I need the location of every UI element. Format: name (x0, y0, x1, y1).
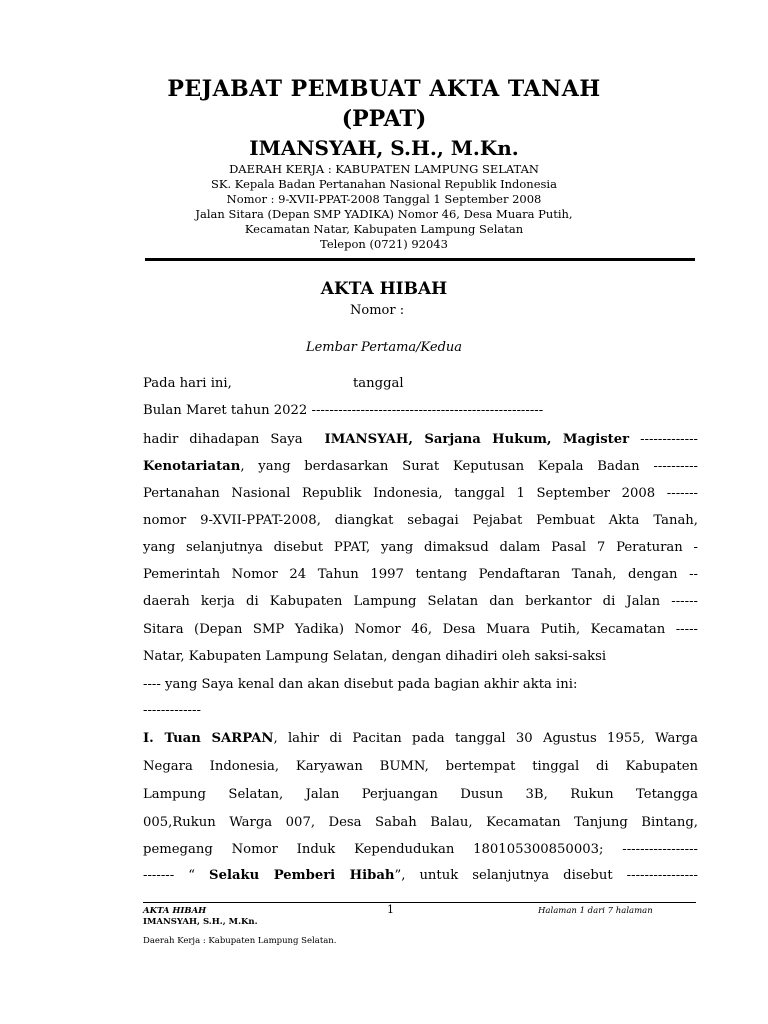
body-text: tanggal (353, 376, 404, 391)
body-text: ”, untuk selanjutnya disebut ---------------- (394, 868, 698, 883)
body-line: nomor 9-XVII-PPAT-2008, diangkat sebagai Pejabat Pembuat Akta Tanah, (143, 513, 698, 528)
body-text: Pada hari ini, (143, 376, 232, 391)
body-text: ------------- (629, 432, 698, 447)
decree-line: SK. Kepala Badan Pertanahan Nasional Republik Indonesia (211, 177, 557, 191)
body-line: Sitara (Depan SMP Yadika) Nomor 46, Desa Muara Putih, Kecamatan ----- (143, 622, 698, 637)
party-role: Selaku Pemberi Hibah (209, 868, 395, 883)
body-line: Bulan Maret tahun 2022 ---------------------------------------------------- (143, 403, 544, 418)
body-text: hadir dihadapan Saya (143, 432, 325, 447)
body-text: , yang berdasarkan Surat Keputusan Kepala Badan ---------- (240, 459, 698, 474)
body-bold: Kenotariatan (143, 459, 241, 474)
party-line: Lampung Selatan, Jalan Perjuangan Dusun 3B, Rukun Tetangga (143, 787, 698, 802)
deed-title: AKTA HIBAH (320, 279, 448, 299)
party-line (143, 729, 698, 749)
official-name: IMANSYAH, S.H., M.Kn. (249, 136, 519, 160)
body-text: ------- “ (143, 868, 210, 883)
party-line: pemegang Nomor Induk Kependudukan 180105300850003; ----------------- (143, 842, 698, 857)
footer-doc-title: AKTA HIBAH (143, 906, 207, 916)
body-line: yang selanjutnya disebut PPAT, yang dimaksud dalam Pasal 7 Peraturan - (143, 540, 698, 555)
official-name-bold: IMANSYAH, Sarjana Hukum, Magister (324, 432, 630, 447)
party-name: I. Tuan SARPAN (143, 731, 274, 746)
office-title: PEJABAT PEMBUAT AKTA TANAH (167, 76, 601, 102)
page-number: 1 (387, 903, 394, 916)
work-area-line: DAERAH KERJA : KABUPATEN LAMPUNG SELATAN (229, 162, 539, 176)
body-line: ---- yang Saya kenal dan akan disebut pada bagian akhir akta ini: (143, 677, 578, 692)
body-line: Pertanahan Nasional Republik Indonesia, tanggal 1 September 2008 ------- (143, 486, 698, 501)
body-line: ------------- (143, 703, 201, 718)
deed-number-label: Nomor : (350, 303, 405, 318)
footer-divider (143, 902, 696, 903)
body-line (143, 374, 404, 394)
party-line (143, 866, 698, 886)
address-line-1: Jalan Sitara (Depan SMP YADIKA) Nomor 46, Desa Muara Putih, (195, 207, 573, 221)
party-line: Negara Indonesia, Karyawan BUMN, bertempat tinggal di Kabupaten (143, 759, 698, 774)
page-count-label: Halaman 1 dari 7 halaman (538, 906, 653, 916)
office-abbreviation: (PPAT) (341, 106, 427, 132)
party-line: 005,Rukun Warga 007, Desa Sabah Balau, Kecamatan Tanjung Bintang, (143, 815, 698, 830)
body-line: Pemerintah Nomor 24 Tahun 1997 tentang Pendaftaran Tanah, dengan -- (143, 567, 698, 582)
body-line (143, 457, 698, 477)
decree-number-line: Nomor : 9-XVII-PPAT-2008 Tanggal 1 September 2008 (226, 192, 542, 206)
footer-name: IMANSYAH, S.H., M.Kn. (143, 917, 258, 927)
footer-work-area: Daerah Kerja : Kabupaten Lampung Selatan. (143, 936, 337, 946)
phone-line: Telepon (0721) 92043 (320, 237, 448, 251)
sheet-label: Lembar Pertama/Kedua (305, 340, 463, 355)
body-line: daerah kerja di Kabupaten Lampung Selatan dan berkantor di Jalan ------ (143, 594, 698, 609)
body-line (143, 430, 698, 450)
body-text: , lahir di Pacitan pada tanggal 30 Agustus 1955, Warga (273, 731, 698, 746)
address-line-2: Kecamatan Natar, Kabupaten Lampung Selatan (244, 222, 524, 236)
header-divider (145, 258, 695, 261)
body-line: Natar, Kabupaten Lampung Selatan, dengan dihadiri oleh saksi-saksi (143, 649, 607, 664)
